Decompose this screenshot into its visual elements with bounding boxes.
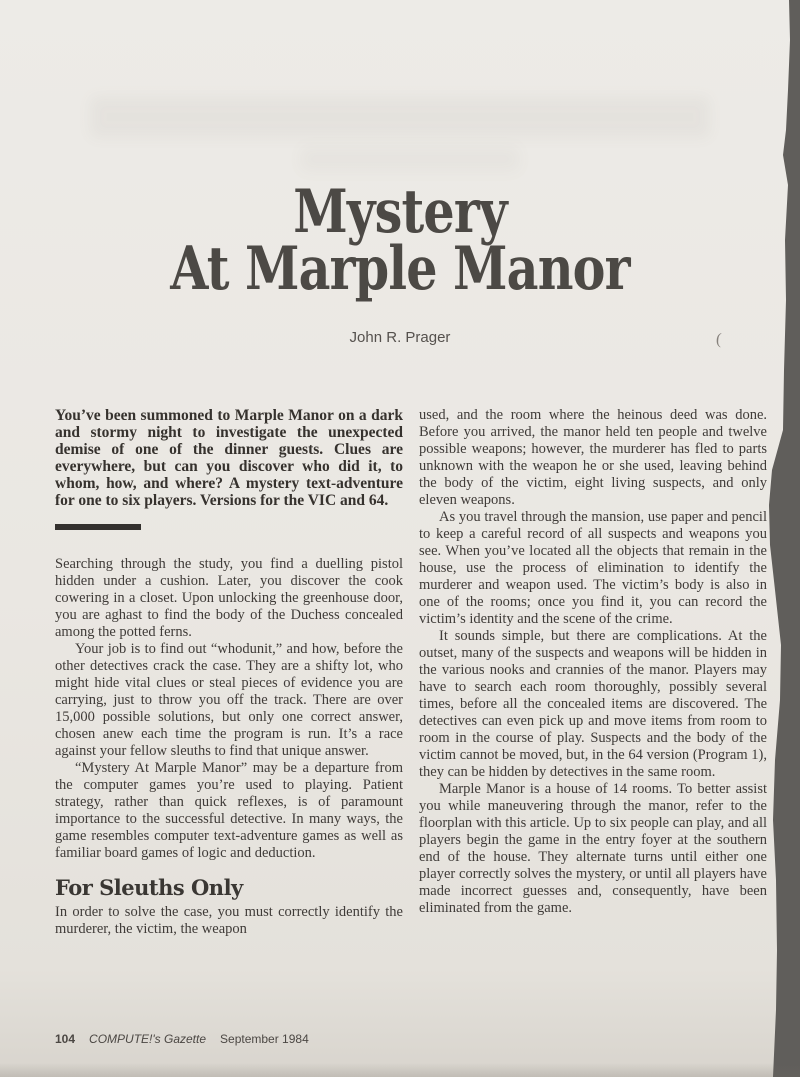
magazine-name: COMPUTE!'s Gazette (89, 1032, 207, 1046)
article-title (72, 177, 728, 304)
article-title-line1: Mystery (293, 177, 507, 247)
section-heading: For Sleuths Only (55, 875, 243, 900)
page-footer (55, 1032, 309, 1046)
showthrough-smudge (300, 146, 520, 172)
right-column (419, 407, 767, 938)
showthrough-smudge (90, 96, 710, 138)
bottom-edge-shadow (0, 1063, 800, 1077)
paragraph: Your job is to find out “whodunit,” and how, before the other detectives crack the case. They are a shifty lot, who might hide vital clues or steal pieces of evidence you are carrying, just to throw you off the track. There are over 15,000 possible solutions, but only one correct answer, chosen anew each time the program is run. It’s a race against your fellow sleuths to find that unique answer. (55, 641, 403, 759)
divider-bar (55, 524, 141, 530)
paragraph: In order to solve the case, you must correctly identify the murderer, the victim, the weapon (55, 904, 403, 937)
paragraph: Searching through the study, you find a duelling pistol hidden under a cushion. Later, you discover the cook cowering in a closet. Upon unlocking the greenhouse door, you are aghast to find the body of the Duchess concealed among the potted ferns. (55, 556, 403, 640)
torn-page-edge (755, 0, 800, 1077)
left-column (55, 407, 403, 938)
article-title-line2: At Marple Manor (170, 234, 630, 304)
paragraph: It sounds simple, but there are complications. At the outset, many of the suspects and weapons will be hidden in the various nooks and crannies of the manor. Players may have to search each room thoroughly, possibly several times, before all the concealed items are discovered. The detectives can even pick up and move items from room to room in the course of play. Suspects and the body of the victim cannot be moved, but, in the 64 version (Program 1), they can be hidden by detectives in the same room. (419, 628, 767, 780)
scan-speck-mark: ( (715, 330, 722, 349)
article-columns (55, 407, 767, 938)
issue-date: September 1984 (220, 1032, 309, 1046)
byline: John R. Prager (349, 329, 451, 346)
paragraph: As you travel through the mansion, use paper and pencil to keep a careful record of all suspects and weapons you see. When you’ve located all the objects that remain in the house, use the process of elimination to identify the murderer and weapon used. The victim’s body is also in one of the rooms; once you find it, you can record the victim’s identity and the scene of the crime. (419, 509, 767, 627)
paragraph: “Mystery At Marple Manor” may be a departure from the computer games you’re used to playing. Patient strategy, rather than quick reflexes, is of paramount importance to the successful detective. In many ways, the game resembles computer text-adventure games as well as familiar board games of logic and deduction. (55, 760, 403, 861)
page-number: 104 (55, 1032, 76, 1046)
paragraph: Marple Manor is a house of 14 rooms. To better assist you while maneuvering through the manor, refer to the floorplan with this article. Up to six people can play, and all players begin the game in the entry foyer at the southern end of the house. They alternate turns until either one player correctly solves the mystery, or until all players have made incorrect guesses and, consequently, have been eliminated from the game. (419, 781, 767, 916)
lede-paragraph: You’ve been summoned to Marple Manor on a dark and stormy night to investigate the unexpected demise of one of the dinner guests. Clues are everywhere, but can you discover who did it, to whom, how, and where? A mystery text-adventure for one to six players. Versions for the VIC and 64. (55, 407, 403, 509)
paragraph: used, and the room where the heinous deed was done. Before you arrived, the manor held ten people and twelve possible weapons; however, the murderer has fled to parts unknown with the weapon he or she used, leaving behind the body of the victim, eight living suspects, and only eleven weapons. (419, 407, 767, 508)
